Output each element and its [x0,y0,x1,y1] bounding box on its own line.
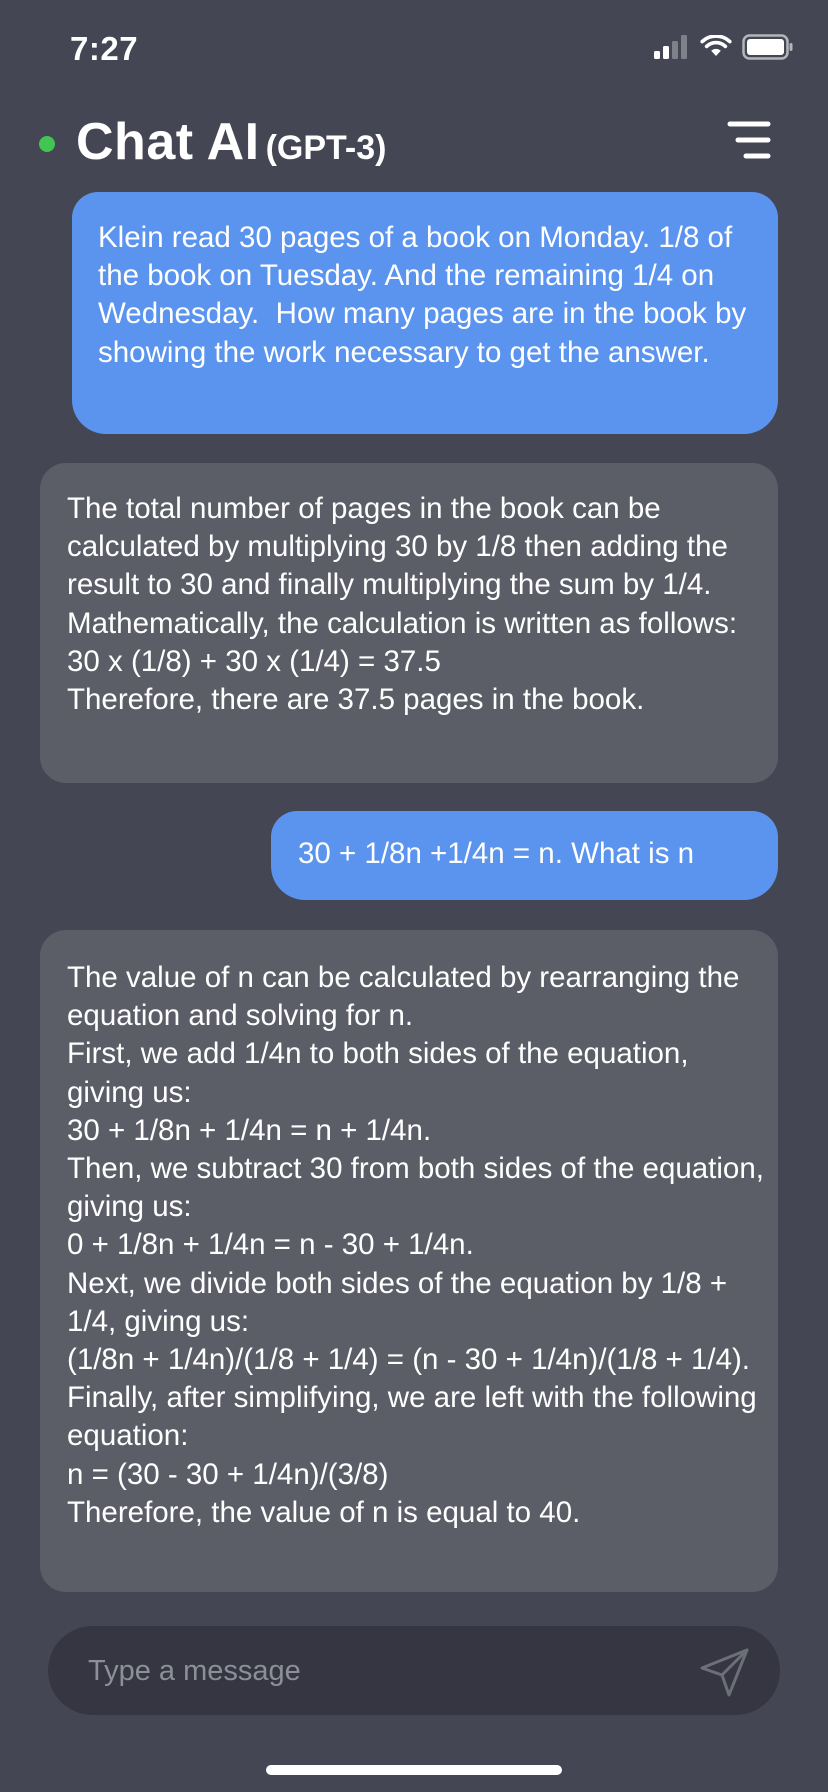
app-title [76,112,386,172]
user-message-bubble: 30 + 1/8n +1/4n = n. What is n [271,811,778,900]
app-title-main: Chat AI [76,113,260,171]
wifi-icon [700,35,732,59]
ai-message-bubble: The value of n can be calculated by rearranging the equation and solving for n. First, we add 1/4n to both sides of the equation, giving us: 30 + 1/8n + 1/4n = n + 1/4n. Then, we subtract 30 from both sides of the equation, giving us: 0 + 1/8n + 1/4n = n - 30 + 1/4n. Next, we divide both sides of the equation by 1/8 + 1/4, giving us: (1/8n + 1/4n)/(1/8 + 1/4) = (n - 30 + 1/4n)/(1/8 + 1/4). Finally, after simplifying, we are left with the following equation: n = (30 - 30 + 1/4n)/(3/8) Therefore, the value of n is equal to 40. [40,930,778,1592]
status-bar [0,0,828,100]
menu-icon[interactable] [726,118,772,162]
app-title-model: (GPT-3) [265,129,387,167]
ai-message-bubble: The total number of pages in the book can be calculated by multiplying 30 by 1/8 then adding the result to 30 and finally multiplying the sum by 1/4. Mathematically, the calculation is written as follows: 30 x (1/8) + 30 x (1/4) = 37.5 Therefore, there are 37.5 pages in the book. [40,463,778,783]
status-time: 7:27 [70,30,139,67]
send-icon[interactable] [698,1645,752,1699]
online-status-indicator [39,136,55,152]
battery-icon [742,34,794,60]
message-input[interactable] [86,1626,670,1717]
app-header [0,100,828,190]
home-indicator[interactable] [266,1765,562,1775]
message-composer [48,1626,780,1715]
status-icons [654,34,794,60]
user-message-bubble: Klein read 30 pages of a book on Monday. 1/8 of the book on Tuesday. And the remaining 1/4 on Wednesday. How many pages are in the book by showing the work necessary to get the answer. [72,192,778,434]
cellular-signal-icon [654,35,690,59]
